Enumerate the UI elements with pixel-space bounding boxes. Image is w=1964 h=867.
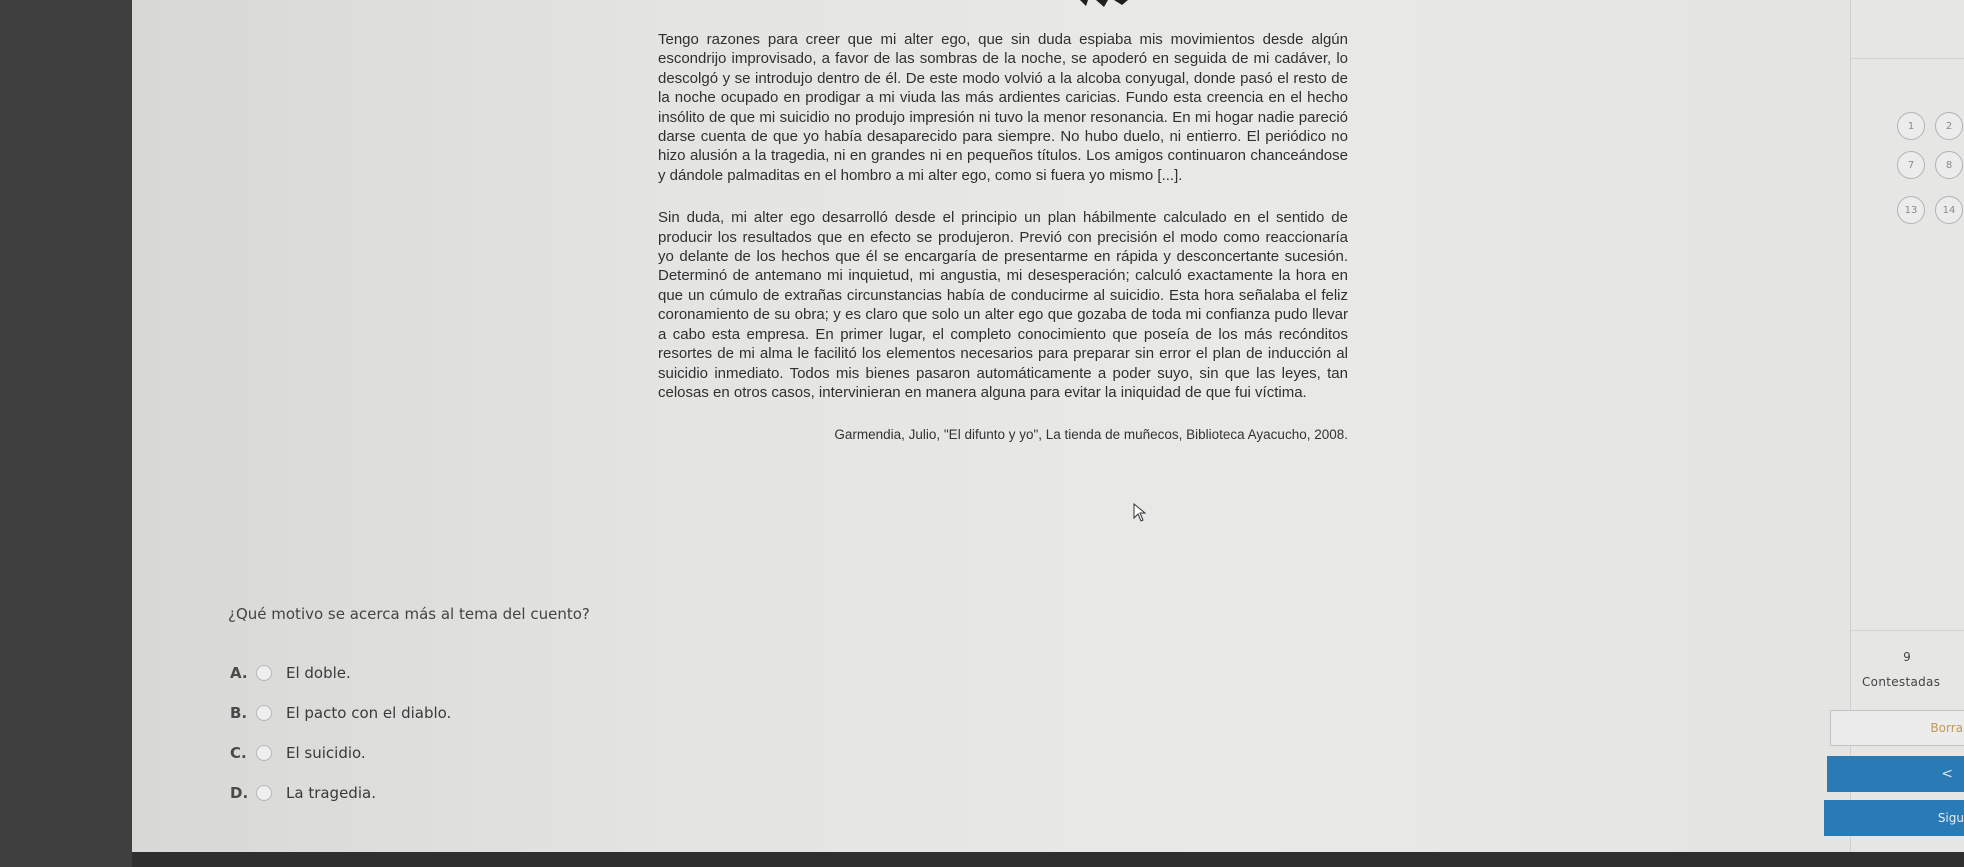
divider [1851,58,1964,59]
question-nav-7[interactable]: 7 [1897,151,1925,179]
option-label: La tragedia. [286,784,376,802]
question-nav-2[interactable]: 2 [1935,112,1963,140]
radio-button[interactable] [256,665,272,681]
option-a[interactable] [230,653,451,693]
top-artifact [1078,0,1138,8]
question-nav-13[interactable]: 13 [1897,196,1925,224]
option-c[interactable] [230,733,451,773]
passage-paragraph-2: Sin duda, mi alter ego desarrolló desde el principio un plan hábilmente calculado en el sentido de producir los resultados que en efecto se produjeron. Previó con precisión el modo como reaccionaría yo delante de los hechos que él se encargaría de presentarme en rápida y desconcertante sucesión. Determinó de antemano mi inquietud, mi angustia, mi desesperación; calculó exactamente la hora en que un cúmulo de extrañas circunstancias había de conducirme al suicidio. Esta hora señalaba el feliz coronamiento de su obra; y es claro que solo un alter ego que gozaba de toda mi confianza pudo llevar a cabo esta empresa. En primer lugar, el completo conocimiento que poseía de los más recónditos resortes de mi alma le facilitó los elementos necesarios para preparar sin error el plan de inducción al suicidio inmediato. Todos mis bienes pasaron automáticamente a poder suyo, sin que las leyes, tan celosas en otros casos, intervinieran en manera alguna para evitar la iniquidad de que fui víctima. [658,209,1348,401]
answer-options [230,653,451,813]
reading-passage [658,30,1348,445]
passage-citation: Garmendia, Julio, "El difunto y yo", La tienda de muñecos, Biblioteca Ayacucho, 2008. [834,427,1348,443]
mouse-cursor-icon [1133,503,1147,523]
option-label: El pacto con el diablo. [286,704,452,722]
screen-bezel [132,852,1964,867]
option-label: El doble. [286,664,351,682]
divider [1851,630,1964,631]
option-letter: A. [230,664,248,682]
next-button[interactable]: Sigu [1824,800,1964,836]
answered-count: 9 [1903,650,1911,664]
option-d[interactable] [230,773,451,813]
question-nav-1[interactable]: 1 [1897,112,1925,140]
option-label: El suicidio. [286,744,366,762]
question-nav-14[interactable]: 14 [1935,196,1963,224]
clear-button[interactable]: Borra [1830,710,1964,746]
option-letter: C. [230,744,247,762]
option-letter: B. [230,704,248,722]
radio-button[interactable] [256,705,272,721]
radio-button[interactable] [256,745,272,761]
answered-label: Contestadas [1862,675,1941,689]
option-letter: D. [230,784,249,802]
question-text: ¿Qué motivo se acerca más al tema del cuento? [228,605,590,623]
radio-button[interactable] [256,785,272,801]
passage-paragraph-1: Tengo razones para creer que mi alter ego, que sin duda espiaba mis movimientos desde algún escondrijo improvisado, a favor de las sombras de la noche, se apoderó en seguida de mi cadáver, lo descolgó y se introdujo dentro de él. De este modo volvió a la alcoba conyugal, donde pasó el resto de la noche ocupado en prodigar a mi viuda las más ardientes caricias. Fundo esta creencia en el hecho insólito de que mi suicidio no produjo impresión ni tuvo la menor resonancia. En mi hogar nadie pareció darse cuenta de que yo había desaparecido para siempre. No hubo duelo, ni entierro. El periódico no hizo alusión a la tragedia, ni en grandes ni en pequeños títulos. Los amigos continuaron chanceándose y dándole palmaditas en el hombro a mi alter ego, como si fuera yo mismo [...]. [658,31,1348,184]
option-b[interactable] [230,693,451,733]
previous-button[interactable]: < [1827,756,1964,792]
question-nav-8[interactable]: 8 [1935,151,1963,179]
